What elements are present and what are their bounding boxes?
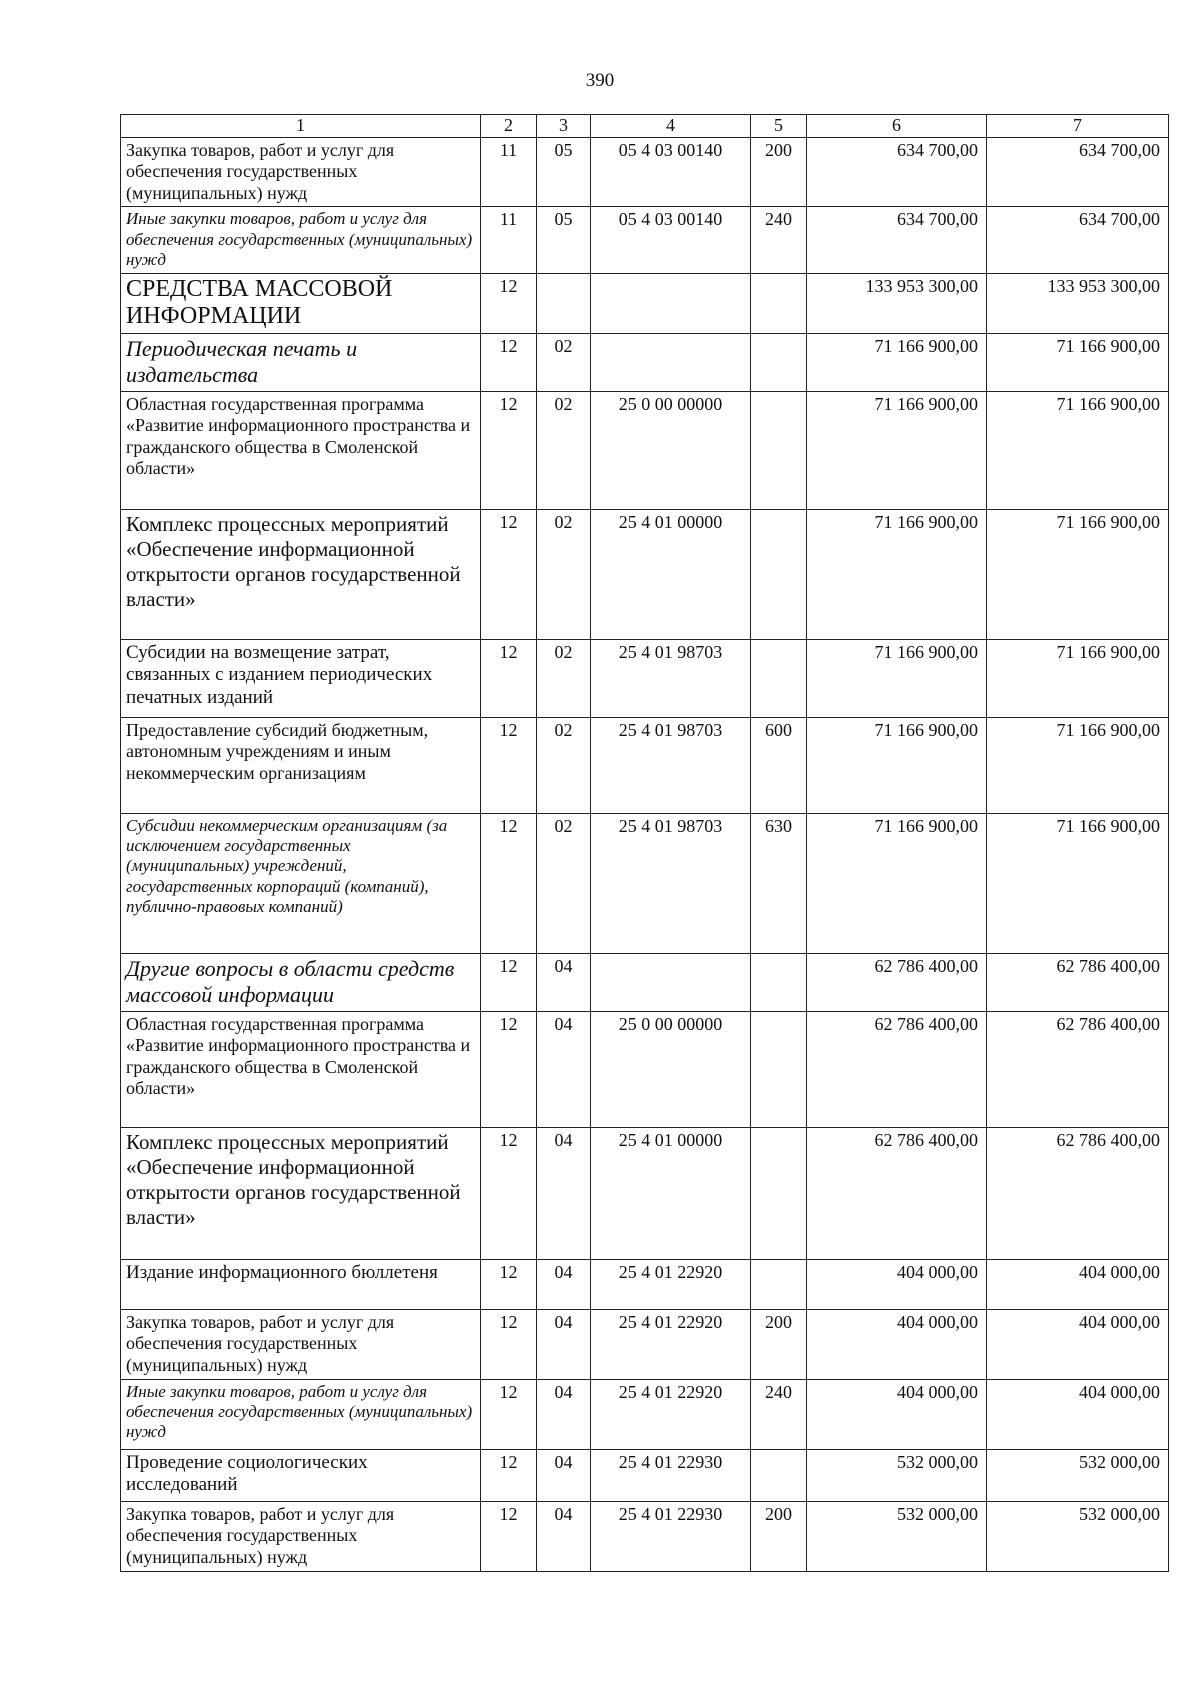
row-section-code: 12 — [481, 509, 537, 639]
row-section-code: 12 — [481, 1501, 537, 1571]
header-col-6: 6 — [807, 115, 987, 138]
header-col-7: 7 — [987, 115, 1169, 138]
row-target-article: 25 4 01 00000 — [591, 1127, 751, 1259]
table-row — [121, 639, 1169, 717]
row-name: Комплекс процессных мероприятий «Обеспечение информационной открытости органов государственной власти» — [121, 509, 481, 639]
row-amount-1: 71 166 900,00 — [807, 717, 987, 813]
row-amount-1: 71 166 900,00 — [807, 639, 987, 717]
row-amount-1: 62 786 400,00 — [807, 953, 987, 1011]
row-subsection-code: 04 — [537, 1501, 591, 1571]
table-row — [121, 1449, 1169, 1501]
row-amount-2: 532 000,00 — [987, 1449, 1169, 1501]
row-target-article: 05 4 03 00140 — [591, 207, 751, 273]
row-name: СРЕДСТВА МАССОВОЙ ИНФОРМАЦИИ — [121, 273, 481, 333]
row-subsection-code: 02 — [537, 509, 591, 639]
row-section-code: 12 — [481, 1449, 537, 1501]
row-expense-type: 200 — [751, 1309, 807, 1379]
row-expense-type: 630 — [751, 813, 807, 953]
row-expense-type — [751, 1127, 807, 1259]
row-amount-2: 133 953 300,00 — [987, 273, 1169, 333]
row-amount-2: 62 786 400,00 — [987, 1011, 1169, 1127]
row-name: Иные закупки товаров, работ и услуг для обеспечения государственных (муниципальных) нужд — [121, 207, 481, 273]
row-subsection-code: 04 — [537, 1259, 591, 1309]
row-expense-type: 200 — [751, 1501, 807, 1571]
row-name: Периодическая печать и издательства — [121, 333, 481, 391]
row-amount-2: 71 166 900,00 — [987, 333, 1169, 391]
row-amount-1: 404 000,00 — [807, 1259, 987, 1309]
row-name: Иные закупки товаров, работ и услуг для обеспечения государственных (муниципальных) нужд — [121, 1379, 481, 1449]
table-row — [121, 1379, 1169, 1449]
row-expense-type — [751, 333, 807, 391]
header-col-2: 2 — [481, 115, 537, 138]
row-target-article: 25 0 00 00000 — [591, 391, 751, 509]
table-row — [121, 717, 1169, 813]
row-expense-type: 240 — [751, 207, 807, 273]
row-amount-2: 532 000,00 — [987, 1501, 1169, 1571]
table-row — [121, 1501, 1169, 1571]
row-amount-1: 634 700,00 — [807, 207, 987, 273]
row-amount-1: 133 953 300,00 — [807, 273, 987, 333]
table-row — [121, 391, 1169, 509]
row-section-code: 12 — [481, 333, 537, 391]
row-amount-2: 71 166 900,00 — [987, 509, 1169, 639]
row-section-code: 12 — [481, 717, 537, 813]
row-section-code: 12 — [481, 1127, 537, 1259]
row-expense-type: 200 — [751, 137, 807, 207]
header-col-3: 3 — [537, 115, 591, 138]
budget-table — [120, 114, 1169, 1572]
row-target-article: 25 0 00 00000 — [591, 1011, 751, 1127]
row-target-article: 25 4 01 98703 — [591, 639, 751, 717]
row-name: Субсидии некоммерческим организациям (за исключением государственных (муниципальных) учреждений, государственных корпораций (компаний), публично-правовых компаний) — [121, 813, 481, 953]
row-subsection-code — [537, 273, 591, 333]
row-section-code: 11 — [481, 207, 537, 273]
row-expense-type — [751, 273, 807, 333]
row-subsection-code: 02 — [537, 391, 591, 509]
row-section-code: 12 — [481, 813, 537, 953]
table-row — [121, 1309, 1169, 1379]
row-name: Предоставление субсидий бюджетным, автономным учреждениям и иным некоммерческим организациям — [121, 717, 481, 813]
row-subsection-code: 04 — [537, 1449, 591, 1501]
table-header-row — [121, 115, 1169, 138]
row-amount-1: 532 000,00 — [807, 1501, 987, 1571]
row-subsection-code: 05 — [537, 137, 591, 207]
row-target-article: 25 4 01 98703 — [591, 717, 751, 813]
row-amount-1: 634 700,00 — [807, 137, 987, 207]
row-subsection-code: 04 — [537, 1379, 591, 1449]
row-section-code: 11 — [481, 137, 537, 207]
row-amount-2: 71 166 900,00 — [987, 639, 1169, 717]
row-amount-2: 634 700,00 — [987, 207, 1169, 273]
row-amount-1: 71 166 900,00 — [807, 509, 987, 639]
table-row — [121, 1011, 1169, 1127]
row-target-article: 25 4 01 00000 — [591, 509, 751, 639]
row-amount-1: 404 000,00 — [807, 1379, 987, 1449]
row-amount-2: 62 786 400,00 — [987, 953, 1169, 1011]
table-row — [121, 273, 1169, 333]
row-amount-1: 71 166 900,00 — [807, 333, 987, 391]
row-name: Другие вопросы в области средств массовой информации — [121, 953, 481, 1011]
row-section-code: 12 — [481, 1309, 537, 1379]
row-amount-1: 404 000,00 — [807, 1309, 987, 1379]
row-amount-2: 404 000,00 — [987, 1379, 1169, 1449]
row-expense-type: 600 — [751, 717, 807, 813]
row-amount-2: 404 000,00 — [987, 1259, 1169, 1309]
row-section-code: 12 — [481, 391, 537, 509]
row-subsection-code: 02 — [537, 717, 591, 813]
row-section-code: 12 — [481, 1259, 537, 1309]
row-amount-1: 62 786 400,00 — [807, 1127, 987, 1259]
row-amount-2: 62 786 400,00 — [987, 1127, 1169, 1259]
row-expense-type — [751, 639, 807, 717]
table-row — [121, 813, 1169, 953]
row-target-article: 25 4 01 22920 — [591, 1309, 751, 1379]
row-name: Закупка товаров, работ и услуг для обеспечения государственных (муниципальных) нужд — [121, 1501, 481, 1571]
row-target-article: 25 4 01 22920 — [591, 1259, 751, 1309]
row-target-article: 25 4 01 22930 — [591, 1501, 751, 1571]
row-amount-2: 71 166 900,00 — [987, 717, 1169, 813]
row-section-code: 12 — [481, 273, 537, 333]
row-target-article — [591, 333, 751, 391]
row-name: Проведение социологических исследований — [121, 1449, 481, 1501]
row-expense-type — [751, 509, 807, 639]
table-row — [121, 333, 1169, 391]
row-amount-2: 634 700,00 — [987, 137, 1169, 207]
row-amount-1: 532 000,00 — [807, 1449, 987, 1501]
row-name: Комплекс процессных мероприятий «Обеспечение информационной открытости органов государственной власти» — [121, 1127, 481, 1259]
row-expense-type — [751, 1011, 807, 1127]
row-subsection-code: 04 — [537, 953, 591, 1011]
row-name: Закупка товаров, работ и услуг для обеспечения государственных (муниципальных) нужд — [121, 137, 481, 207]
row-subsection-code: 05 — [537, 207, 591, 273]
table-row — [121, 1127, 1169, 1259]
row-subsection-code: 04 — [537, 1011, 591, 1127]
row-name: Субсидии на возмещение затрат, связанных с изданием периодических печатных изданий — [121, 639, 481, 717]
row-amount-2: 71 166 900,00 — [987, 391, 1169, 509]
row-name: Закупка товаров, работ и услуг для обеспечения государственных (муниципальных) нужд — [121, 1309, 481, 1379]
row-target-article: 25 4 01 98703 — [591, 813, 751, 953]
row-name: Областная государственная программа «Развитие информационного пространства и гражданского общества в Смоленской области» — [121, 1011, 481, 1127]
row-amount-2: 71 166 900,00 — [987, 813, 1169, 953]
row-expense-type — [751, 953, 807, 1011]
row-subsection-code: 04 — [537, 1309, 591, 1379]
row-target-article — [591, 953, 751, 1011]
table-row — [121, 509, 1169, 639]
row-amount-1: 62 786 400,00 — [807, 1011, 987, 1127]
row-subsection-code: 04 — [537, 1127, 591, 1259]
page-number: 390 — [585, 70, 615, 91]
table-row — [121, 207, 1169, 273]
row-target-article: 25 4 01 22930 — [591, 1449, 751, 1501]
row-expense-type: 240 — [751, 1379, 807, 1449]
table-body — [121, 137, 1169, 1571]
row-subsection-code: 02 — [537, 813, 591, 953]
row-subsection-code: 02 — [537, 639, 591, 717]
row-amount-1: 71 166 900,00 — [807, 391, 987, 509]
row-section-code: 12 — [481, 1379, 537, 1449]
row-amount-2: 404 000,00 — [987, 1309, 1169, 1379]
row-name: Областная государственная программа «Развитие информационного пространства и гражданского общества в Смоленской области» — [121, 391, 481, 509]
table-row — [121, 1259, 1169, 1309]
row-amount-1: 71 166 900,00 — [807, 813, 987, 953]
row-subsection-code: 02 — [537, 333, 591, 391]
row-expense-type — [751, 391, 807, 509]
row-section-code: 12 — [481, 953, 537, 1011]
row-expense-type — [751, 1259, 807, 1309]
row-target-article: 25 4 01 22920 — [591, 1379, 751, 1449]
header-col-5: 5 — [751, 115, 807, 138]
table-row — [121, 137, 1169, 207]
row-expense-type — [751, 1449, 807, 1501]
header-col-4: 4 — [591, 115, 751, 138]
row-section-code: 12 — [481, 639, 537, 717]
row-target-article — [591, 273, 751, 333]
row-section-code: 12 — [481, 1011, 537, 1127]
table-row — [121, 953, 1169, 1011]
row-name: Издание информационного бюллетеня — [121, 1259, 481, 1309]
header-col-1: 1 — [121, 115, 481, 138]
row-target-article: 05 4 03 00140 — [591, 137, 751, 207]
